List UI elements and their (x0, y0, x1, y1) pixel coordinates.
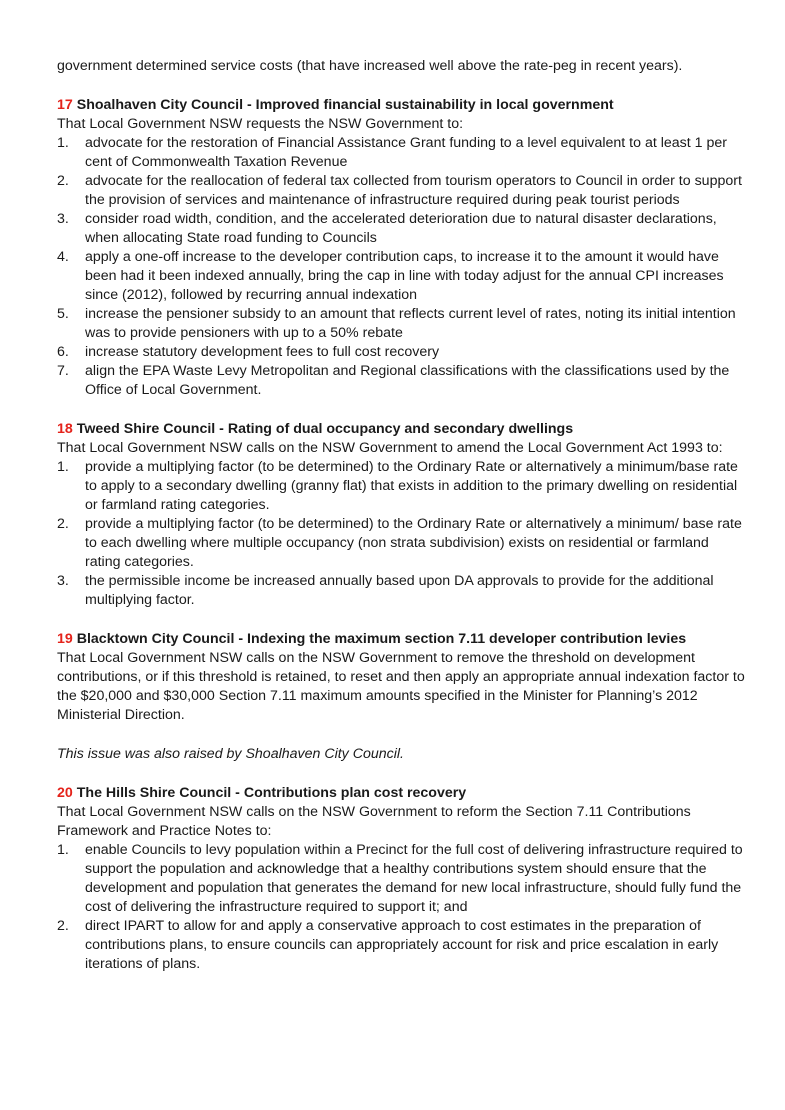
motion-17 (57, 96, 747, 400)
list-item: 1. advocate for the restoration of Financial Assistance Grant funding to a level equivalent to at least 1 per cent of Commonwealth Taxation Revenue (57, 135, 727, 170)
motion-title: Tweed Shire Council - Rating of dual occupancy and secondary dwellings (76, 421, 574, 437)
motion-number: 18 (57, 421, 73, 437)
motion-heading (57, 630, 747, 649)
motion-19 (57, 630, 747, 725)
list-item: 6. increase statutory development fees to full cost recovery (57, 344, 440, 360)
motion-lead: That Local Government NSW calls on the NSW Government to remove the threshold on development contributions, or if this threshold is retained, to reset and then apply an appropriate annual indexation factor to the $20,000 and $30,000 Section 7.11 maximum amounts specified in the Minister for Planning’s 2012 Ministerial Direction. (57, 650, 745, 723)
list-item: 1. provide a multiplying factor (to be determined) to the Ordinary Rate or alternatively a minimum/base rate to apply to a secondary dwelling (granny flat) that exists in addition to the primary dwelling on residential or farmland rating categories. (57, 459, 738, 513)
motion-list (57, 134, 747, 400)
motion-heading (57, 784, 747, 803)
list-item: 2. direct IPART to allow for and apply a conservative approach to cost estimates in the preparation of contributions plans, to ensure councils can appropriately account for risk and price escalation in early iterations of plans. (57, 918, 719, 972)
motion-20 (57, 784, 747, 974)
motion-note: This issue was also raised by Shoalhaven City Council. (57, 746, 404, 762)
motion-list (57, 841, 747, 974)
list-item: 4. apply a one-off increase to the developer contribution caps, to increase it to the amount it would have been had it been indexed annually, bring the cap in line with today adjust for the annual CPI increases since (2012), followed by recurring annual indexation (57, 249, 724, 303)
document-page (57, 57, 747, 994)
list-item: 2. advocate for the reallocation of federal tax collected from tourism operators to Council in order to support the provision of services and maintenance of infrastructure required during peak tourist periods (57, 173, 742, 208)
motion-number: 17 (57, 97, 73, 113)
motion-18 (57, 420, 747, 610)
motion-lead: That Local Government NSW calls on the NSW Government to reform the Section 7.11 Contributions Framework and Practice Notes to: (57, 804, 691, 839)
motion-title: Blacktown City Council - Indexing the maximum section 7.11 developer contribution levies (76, 631, 687, 647)
motion-number: 20 (57, 785, 73, 801)
motion-list (57, 458, 747, 610)
list-item: 3. the permissible income be increased annually based upon DA approvals to provide for the additional multiplying factor. (57, 573, 714, 608)
list-item: 5. increase the pensioner subsidy to an amount that reflects current level of rates, noting its initial intention was to provide pensioners with up to a 50% rebate (57, 306, 736, 341)
list-item: 1. enable Councils to levy population within a Precinct for the full cost of delivering infrastructure required to support the population and acknowledge that a healthy contributions system should ensure that the development and population that generates the demand for new local infrastructure, should fully fund the cost of delivering the infrastructure required to support it; and (57, 842, 743, 915)
motion-title: The Hills Shire Council - Contributions plan cost recovery (76, 785, 467, 801)
intro-paragraph: government determined service costs (that have increased well above the rate-peg in recent years). (57, 58, 683, 74)
motion-heading (57, 420, 747, 439)
motion-heading (57, 96, 747, 115)
list-item: 2. provide a multiplying factor (to be determined) to the Ordinary Rate or alternatively a minimum/ base rate to each dwelling where multiple occupancy (non strata subdivision) exists on residential or farmland rating categories. (57, 516, 742, 570)
motion-title: Shoalhaven City Council - Improved financial sustainability in local government (76, 97, 614, 113)
motion-lead: That Local Government NSW calls on the NSW Government to amend the Local Government Act 1993 to: (57, 440, 723, 456)
motion-number: 19 (57, 631, 73, 647)
list-item: 7. align the EPA Waste Levy Metropolitan and Regional classifications with the classifications used by the Office of Local Government. (57, 363, 730, 398)
list-item: 3. consider road width, condition, and the accelerated deterioration due to natural disaster declarations, when allocating State road funding to Councils (57, 211, 717, 246)
motion-lead: That Local Government NSW requests the NSW Government to: (57, 116, 464, 132)
